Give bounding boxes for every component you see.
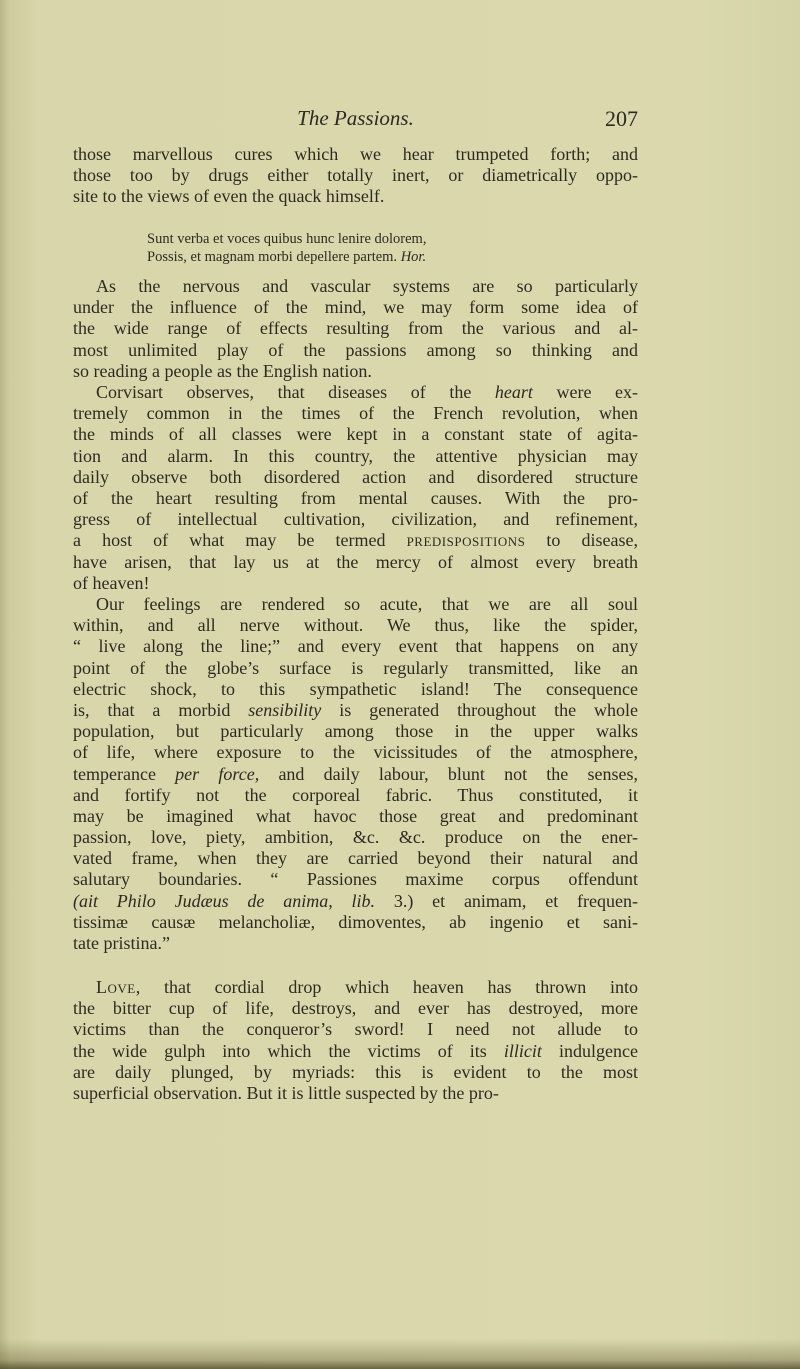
text-segment: of the heart resulting from mental causes. With the pro- (73, 487, 638, 508)
text-segment: under the influence of the mind, we may form some idea of (73, 297, 638, 318)
text-segment: superficial observation. But it is little suspected by the pro- (73, 1082, 499, 1103)
text-line (73, 615, 638, 636)
text-segment: and daily labour, blunt not the senses, (259, 763, 639, 784)
text-segment: may be imagined what havoc those great and predominant (73, 805, 638, 826)
page-number: 207 (605, 106, 638, 131)
text-segment: the wide range of effects resulting from the various and al- (73, 318, 638, 339)
text-line (73, 933, 638, 954)
text-segment: of heaven! (73, 572, 150, 593)
text-segment: gress of intellectual cultivation, civilization, and refinement, (73, 509, 638, 530)
text-line (73, 318, 638, 339)
text-line (73, 573, 638, 594)
text-line (73, 636, 638, 657)
text-segment: those too by drugs either totally inert, or diametrically oppo- (73, 165, 638, 186)
text-segment: were ex- (532, 382, 638, 402)
text-segment: tate pristina.” (73, 933, 170, 953)
text-line (73, 1041, 638, 1062)
italic-text: Hor. (400, 249, 427, 265)
text-line (73, 424, 638, 445)
text-segment: Sunt verba et voces quibus hunc lenire dolorem, (147, 231, 427, 247)
small-caps-text: Love (96, 977, 136, 997)
text-segment: so reading a people as the English nation. (73, 360, 372, 381)
text-segment: Our feelings are rendered so acute, that we are all soul (96, 594, 638, 614)
text-line (73, 403, 638, 424)
text-line (73, 248, 567, 266)
text-segment: most unlimited play of the passions among so thinking and (73, 339, 638, 360)
text-line (73, 891, 638, 912)
italic-text: illicit (503, 1040, 542, 1061)
text-line (73, 165, 638, 186)
text-segment: to disease, (525, 530, 638, 551)
paragraph (73, 382, 638, 594)
text-line (73, 530, 638, 551)
text-line (73, 869, 638, 890)
text-segment: As the nervous and vascular systems are so particularly (96, 276, 638, 296)
text-line (73, 912, 638, 933)
text-line (73, 658, 638, 679)
paragraph (73, 144, 638, 208)
text-segment: site to the views of even the quack himself. (73, 186, 385, 207)
text-line (73, 785, 638, 806)
text-segment: , that cordial drop which heaven has thrown into (135, 977, 638, 997)
text-line (73, 552, 638, 573)
text-segment: of life, where exposure to the vicissitudes of the atmosphere, (73, 742, 638, 763)
text-line (73, 144, 638, 165)
running-head-title: The Passions. (297, 106, 414, 130)
text-line (73, 276, 638, 297)
text-segment: “ live along the line;” and every event that happens on any (73, 636, 638, 657)
text-line (73, 1083, 638, 1104)
text-segment: point of the globe’s surface is regularly transmitted, like an (73, 657, 638, 678)
text-segment: the wide gulph into which the victims of its (73, 1040, 504, 1061)
epigraph-quote (73, 230, 638, 266)
text-segment: Corvisart observes, that diseases of the (96, 382, 495, 402)
text-segment: daily observe both disordered action and disordered structure (73, 466, 638, 487)
text-segment: vated frame, when they are carried beyond their natural and (73, 848, 638, 869)
text-line (73, 700, 638, 721)
text-line (73, 977, 638, 998)
paragraph (73, 977, 638, 1104)
text-segment: tremely common in the times of the French revolution, when (73, 403, 638, 424)
text-line (73, 764, 638, 785)
text-segment: is, that a morbid (73, 699, 249, 720)
text-line (73, 827, 638, 848)
text-line (73, 488, 638, 509)
text-segment: victims than the conqueror’s sword! I need not allude to (73, 1019, 638, 1040)
text-line (73, 848, 638, 869)
italic-text: sensibility (248, 699, 322, 720)
text-line (73, 382, 638, 403)
text-segment: electric shock, to this sympathetic island! The consequence (73, 678, 638, 699)
text-line (73, 679, 638, 700)
text-line (73, 806, 638, 827)
paragraph (73, 594, 638, 954)
text-line (73, 297, 638, 318)
text-line (73, 742, 638, 763)
text-line (73, 361, 638, 382)
text-line (73, 721, 638, 742)
text-segment: population, but particularly among those in the upper walks (73, 721, 638, 742)
text-line (73, 230, 567, 248)
text-segment: Possis, et magnam morbi depellere partem. (147, 249, 401, 265)
text-segment: the bitter cup of life, destroys, and ever has destroyed, more (73, 998, 638, 1019)
italic-text: (ait Philo Judæus de anima, lib. (73, 890, 376, 911)
text-segment: are daily plunged, by myriads: this is evident to the most (73, 1061, 638, 1082)
text-segment: a host of what may be termed (73, 530, 407, 551)
text-segment: the minds of all classes were kept in a constant state of agita- (73, 424, 638, 445)
small-caps-text: predispositions (406, 530, 526, 551)
text-line (73, 998, 638, 1019)
text-line (73, 186, 638, 207)
text-segment: have arisen, that lay us at the mercy of almost every breath (73, 551, 638, 572)
text-segment: tion and alarm. In this country, the attentive physician may (73, 445, 638, 466)
text-line (73, 594, 638, 615)
text-segment: tissimæ causæ melancholiæ, dimoventes, ab ingenio et sani- (73, 911, 638, 932)
text-segment: 3.) et animam, et frequen- (375, 890, 638, 911)
text-segment: passion, love, piety, ambition, &c. &c. produce on the ener- (73, 827, 638, 848)
text-segment: salutary boundaries. “ Passiones maxime corpus offendunt (73, 869, 638, 890)
text-segment: indulgence (541, 1040, 638, 1061)
italic-text: heart (494, 382, 533, 402)
text-segment: those marvellous cures which we hear trumpeted forth; and (73, 144, 638, 164)
text-line (73, 467, 638, 488)
text-line (73, 1062, 638, 1083)
text-line (73, 340, 638, 361)
text-segment: temperance (73, 763, 176, 784)
text-line (73, 509, 638, 530)
italic-text: per force, (175, 763, 260, 784)
text-line (73, 1019, 638, 1040)
running-head (73, 106, 638, 134)
page-edge-shadow (0, 1339, 800, 1369)
text-segment: and fortify not the corporeal fabric. Thus constituted, it (73, 784, 638, 805)
text-line (73, 446, 638, 467)
text-segment: is generated throughout the whole (321, 699, 638, 720)
paragraph (73, 276, 638, 382)
text-segment: within, and all nerve without. We thus, like the spider, (73, 615, 638, 636)
